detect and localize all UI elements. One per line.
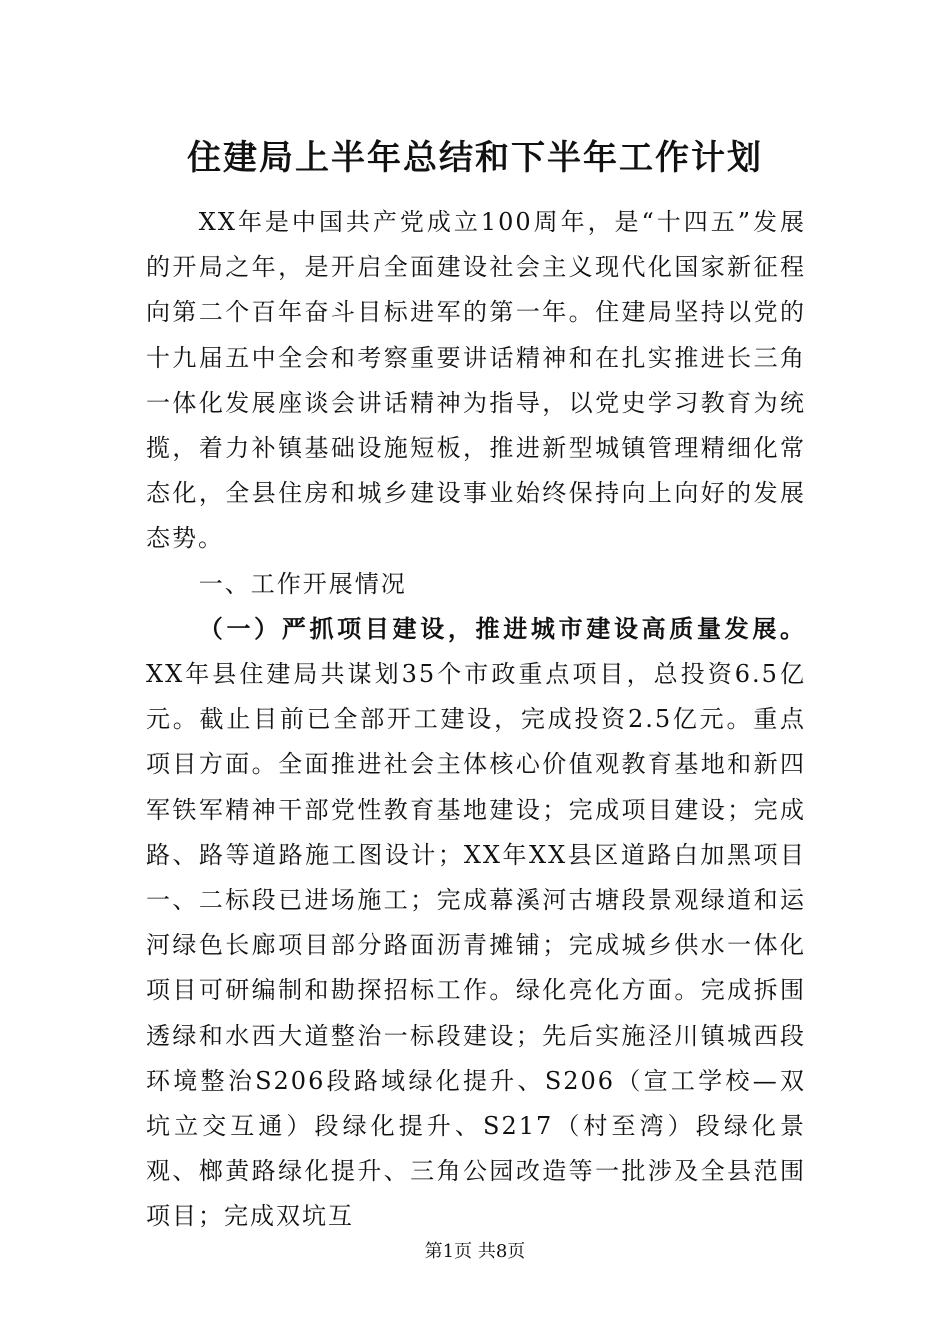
intro-paragraph: XX年是中国共产党成立100周年，是“十四五”发展的开局之年，是开启全面建设社会主义现代化国家新征程向第二个百年奋斗目标进军的第一年。住建局坚持以党的十九届五中全会和考察重要讲话精神和在扎实推进长三角一体化发展座谈会讲话精神为指导，以党史学习教育为统揽，着力补镇基础设施短板，推进新型城镇管理精细化常态化，全县住房和城乡建设事业始终保持向上向好的发展态势。 — [146, 208, 806, 553]
subsection-paragraph — [146, 607, 806, 1240]
page-number-footer: 第1页 共8页 — [424, 1241, 526, 1262]
subsection-body: XX年县住建局共谋划35个市政重点项目，总投资6.5亿元。截止目前已全部开工建设，完成投资2.5亿元。重点项目方面。全面推进社会主体核心价值观教育基地和新四军铁军精神干部党性教育基地建设；完成项目建设；完成路、路等道路施工图设计；XX年XX县区道路白加黑项目一、二标段已进场施工；完成幕溪河古塘段景观绿道和运河绿色长廊项目部分路面沥青摊铺；完成城乡供水一体化项目可研编制和勘探招标工作。绿化亮化方面。完成拆围透绿和水西大道整治一标段建设；先后实施泾川镇城西段环境整治S206段路域绿化提升、S206（宣工学校—双坑立交互通）段绿化提升、S217（村至湾）段绿化景观、榔黄路绿化提升、三角公园改造等一批涉及全县范围项目；完成双坑互 — [146, 660, 806, 1231]
section-heading: 一、工作开展情况 — [198, 569, 407, 598]
subsection-lead: （一）严抓项目建设，推进城市建设高质量发展。 — [198, 614, 806, 643]
document-title: 住建局上半年总结和下半年工作计划 — [187, 138, 763, 178]
document-body — [146, 200, 806, 1240]
